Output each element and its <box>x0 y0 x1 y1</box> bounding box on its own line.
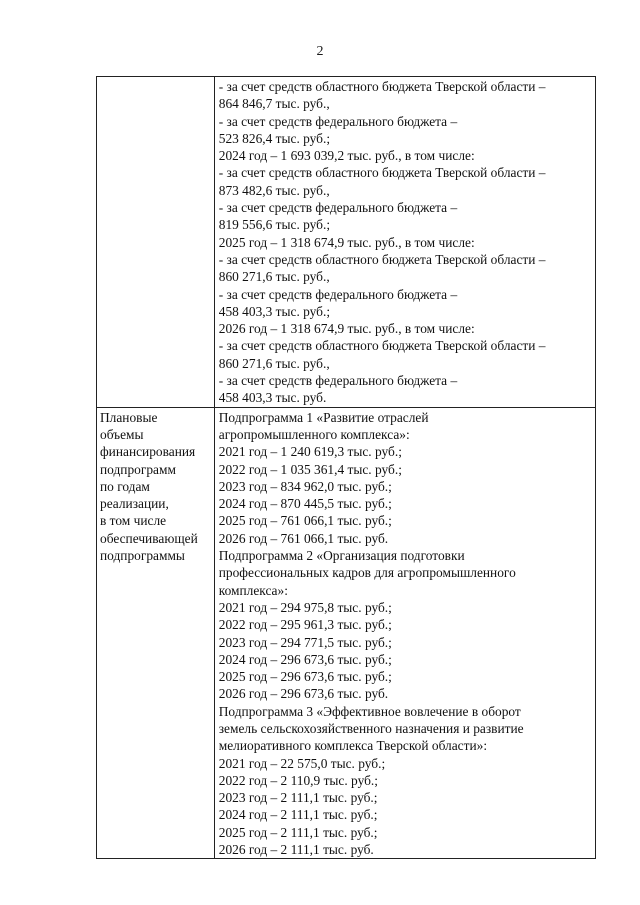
row-value-line: 2022 год – 295 961,3 тыс. руб.; <box>218 617 392 633</box>
row-value-line: профессиональных кадров для агропромышленного <box>218 565 516 581</box>
row-value-line: 2024 год – 1 693 039,2 тыс. руб., в том числе: <box>218 148 475 164</box>
row-label-line: подпрограммы <box>100 548 185 564</box>
table-row <box>97 407 596 859</box>
row-value-line: - за счет средств федерального бюджета – <box>218 200 458 216</box>
row-value-cell <box>214 77 595 408</box>
row-label-line: подпрограмм <box>100 461 176 477</box>
row-value-line: 2021 год – 22 575,0 тыс. руб.; <box>218 755 386 771</box>
row-value-line: 523 826,4 тыс. руб.; <box>218 130 331 146</box>
row-value-line: - за счет средств областного бюджета Тверской области – <box>218 165 546 181</box>
financing-table-body <box>97 77 596 859</box>
row-value-line: 2023 год – 2 111,1 тыс. руб.; <box>218 790 378 806</box>
row-value-line: 873 482,6 тыс. руб., <box>218 182 330 198</box>
row-value-line: Подпрограмма 3 «Эффективное вовлечение в оборот <box>218 703 521 719</box>
row-value-line: 2026 год – 1 318 674,9 тыс. руб., в том числе: <box>218 321 475 337</box>
row-value-line: агропромышленного комплекса»: <box>218 426 410 442</box>
row-value-line: 2025 год – 1 318 674,9 тыс. руб., в том числе: <box>218 234 475 250</box>
row-value-line: 2021 год – 1 240 619,3 тыс. руб.; <box>218 444 402 460</box>
financing-table <box>96 76 596 859</box>
row-label-line: финансирования <box>100 444 196 460</box>
row-label-cell <box>97 77 215 408</box>
row-value-line: Подпрограмма 2 «Организация подготовки <box>218 548 465 564</box>
row-value-line: 2024 год – 870 445,5 тыс. руб.; <box>218 496 392 512</box>
row-value-line: 2025 год – 2 111,1 тыс. руб.; <box>218 824 378 840</box>
row-label-line: по годам <box>100 478 150 494</box>
row-value-line: 2025 год – 761 066,1 тыс. руб.; <box>218 513 392 529</box>
row-value-line: 860 271,6 тыс. руб., <box>218 269 330 285</box>
row-value-line: 864 846,7 тыс. руб., <box>218 96 330 112</box>
row-value-line: 2024 год – 2 111,1 тыс. руб.; <box>218 807 378 823</box>
row-value-line: - за счет средств федерального бюджета – <box>218 113 458 129</box>
row-value-line: - за счет средств областного бюджета Тверской области – <box>218 251 546 267</box>
row-value-line: - за счет средств областного бюджета Тверской области – <box>218 79 546 94</box>
row-label-line: Плановые <box>100 409 158 425</box>
row-label-line: в том числе <box>100 513 167 529</box>
row-value-line: 2026 год – 2 111,1 тыс. руб. <box>218 842 374 858</box>
row-value-line: - за счет средств федерального бюджета – <box>218 286 458 302</box>
row-label-line: реализации, <box>100 496 169 512</box>
row-value-line: 2022 год – 1 035 361,4 тыс. руб.; <box>218 461 402 477</box>
row-value-cell <box>214 407 595 859</box>
table-row <box>97 77 596 408</box>
row-value-line: мелиоративного комплекса Тверской области»: <box>218 738 488 754</box>
row-value-line: 2024 год – 296 673,6 тыс. руб.; <box>218 651 392 667</box>
row-value-line: 458 403,3 тыс. руб. <box>218 390 327 406</box>
row-value-line: 2022 год – 2 110,9 тыс. руб.; <box>218 772 378 788</box>
row-value-line: комплекса»: <box>218 582 288 598</box>
row-label-line: обеспечивающей <box>100 530 198 546</box>
row-label-cell <box>97 407 215 859</box>
row-value-line: 2025 год – 296 673,6 тыс. руб.; <box>218 669 392 685</box>
row-value-line: - за счет средств областного бюджета Тверской области – <box>218 338 546 354</box>
row-value-line: 860 271,6 тыс. руб., <box>218 355 330 371</box>
row-value-line: Подпрограмма 1 «Развитие отраслей <box>218 409 429 425</box>
row-value-line: 819 556,6 тыс. руб.; <box>218 217 331 233</box>
page-number: 2 <box>316 44 324 59</box>
row-value-line: 2026 год – 296 673,6 тыс. руб. <box>218 686 389 702</box>
row-value-line: 458 403,3 тыс. руб.; <box>218 303 331 319</box>
row-value-line: земель сельскохозяйственного назначения и развитие <box>218 720 524 736</box>
row-value-line: - за счет средств федерального бюджета – <box>218 373 458 389</box>
row-value-line: 2023 год – 294 771,5 тыс. руб.; <box>218 634 392 650</box>
row-value-line: 2023 год – 834 962,0 тыс. руб.; <box>218 478 392 494</box>
row-value-line: 2026 год – 761 066,1 тыс. руб. <box>218 530 389 546</box>
row-label-line: объемы <box>100 426 144 442</box>
row-value-line: 2021 год – 294 975,8 тыс. руб.; <box>218 599 392 615</box>
